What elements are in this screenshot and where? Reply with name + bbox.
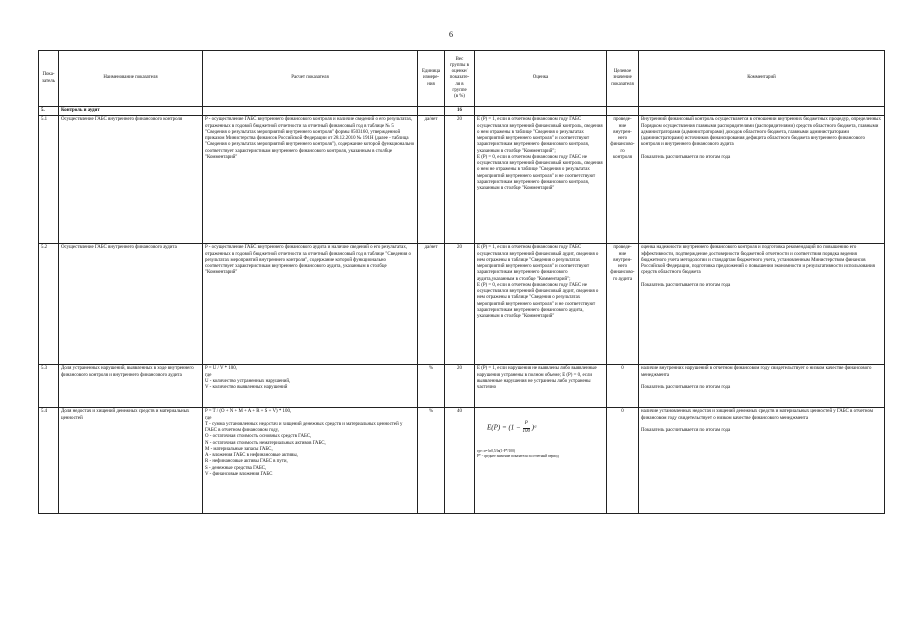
indicators-table — [38, 50, 885, 514]
score-formula — [487, 421, 604, 435]
formula-rhs: )ᵅ — [531, 423, 537, 432]
formula-note: где: α= ln0,5/ln(1-P*/100) P* - среднее значение показателя за отчетный период — [477, 449, 559, 458]
table-row — [39, 365, 885, 408]
row-comment — [639, 408, 885, 514]
row-score: E (P) = 1, если в отчетном финансовом году ГАБС осуществлялся внутренний финансовый контроль, сведения о нем отражены в таблице "Сведения о результатах мероприятий внутреннего контроля" и соответствуют характеристикам внутреннего финансового контроля, указанным в столбце "Комментарий"; E (P) = 0, если в отчетном финансовом году ГАБС не осуществлялся внутренний финансовый контроль, сведения о нем не отражены в таблице "Сведения о результатах мероприятий внутреннего контроля" и не соответствуют характеристикам внутреннего финансового контроля, указанным в столбце "Комментарий" — [475, 116, 607, 244]
row-unit: % — [418, 408, 445, 514]
header-name: Наименование показателя — [59, 51, 203, 107]
section-target — [607, 107, 639, 116]
row-score: E (P) = 1, если в отчетном финансовом году ГАБС осуществлялся внутренний финансовый аудит, сведения о нем отражены в таблице "Сведения о результатах мероприятий внутреннего контроля" и соответствуют характеристикам внутреннего финансового аудита,указанным в столбце "Комментарий"; E (P) = 0, если в отчетном финансовом году ГАБС не осуществлялся внутренний финансовый аудит, сведения о нем отражены в таблице "Сведения о результатах мероприятий внутреннего контроля" и не соответствуют характеристикам внутреннего финансового аудита, указанным в столбце "Комментарий" — [475, 244, 607, 365]
row-name: Осуществление ГАБС внутреннего финансового аудита — [59, 244, 203, 365]
header-calc: Расчет показателя — [203, 51, 418, 107]
header-score: Оценка — [475, 51, 607, 107]
row-comment — [639, 365, 885, 408]
row-comment-note: Показатель рассчитывается по итогам года — [641, 384, 731, 390]
row-weight: 20 — [445, 365, 475, 408]
section-unit — [418, 107, 445, 116]
row-comment — [639, 244, 885, 365]
header-comment: Комментарий — [639, 51, 885, 107]
formula-lhs: E(P) = (1 − — [487, 423, 521, 432]
row-weight: 20 — [445, 244, 475, 365]
row-calc: P = T / (O + N + M + A + R + S + V) * 100, где T - сумма установленных недостач и хищений денежных средств и материальных ценностей у ГАБС в отчетном финансовом году, O - остаточная стоимость основных средств ГАБС, N - остаточная стоимость нематериальных активов ГАБС, M - материальные запасы ГАБС, A - вложения ГАБС в нефинансовые активы, R - нефинансовые активы ГАБС в пути, S - денежные средства ГАБС, V - финансовые вложения ГАБС — [203, 408, 418, 514]
row-calc: P - осуществление ГАБС внутреннего финансового аудита и наличие сведений о его результатах, отраженных в годовой бюджетной отчетности за отчетный финансовый год в таблице "Сведения о результатах мероприятий внутреннего контроля", содержание которой функционально соответствует характеристикам внутреннего финансового аудита, указанным в столбце "Комментарий" — [203, 244, 418, 365]
row-comment-text: наличие установленных недостач и хищений денежных средств и материальных ценностей у ГАБС в отчетном финансовом году свидетельствует о низком качестве финансового менеджмента — [641, 409, 873, 421]
row-unit: да/нет — [418, 116, 445, 244]
table-header-row — [39, 51, 885, 107]
row-target: проведе- ние внутрен- него финансово- го аудита — [607, 244, 639, 365]
formula-numerator: P — [523, 421, 531, 428]
row-comment — [639, 116, 885, 244]
row-score: E (P) = 1, если нарушения не выявлены либо выявленные нарушения устранены в полном объеме; E (P) = 0, если выявленные нарушения не устранены либо устранены частично — [475, 365, 607, 408]
section-score — [475, 107, 607, 116]
row-comment-text: оценка надежности внутреннего финансового контроля и подготовка рекомендаций по повышению его эффективности, подтверждение достоверности бюджетной отчетности и соответствия порядка ведения бюджетного учета методологии и стандартам бюджетного учета, установленным Министерством финансов Российской Федерации, подготовка предложений о повышении экономности и результативности использования средств областного бюджета — [641, 245, 875, 276]
formula-denominator: 100 — [522, 428, 530, 434]
row-num: 5.3 — [39, 365, 59, 408]
row-comment-text: Внутренний финансовый контроль осуществляется в отношении внутренних бюджетных процедур, определенных Порядком осуществления главными распорядителями (распорядителями) средств областного бюджета, главными администраторами (администраторами) доходов областного бюджета, главными администраторами (администраторами) источников финансирования дефицита областного бюджета внутреннего финансового контроля и внутреннего финансового аудита — [641, 117, 881, 148]
page-number: 6 — [449, 30, 453, 39]
row-calc: P = U / V * 100, где U - количество устраненных нарушений, V - количество выявленных нарушений — [203, 365, 418, 408]
row-comment-note: Показатель рассчитывается по итогам года — [641, 427, 731, 433]
row-calc: P - осуществление ГАБС внутреннего финансового контроля и наличие сведений о его результатах, отраженных в годовой бюджетной отчетности за отчетный финансовый год в таблице № 5 "Сведения о результатах мероприятий внутреннего контроля" формы 0503160, утвержденной приказом Министерства финансов Российской Федерации от 28.12.2010 № 191Н (далее - таблица "Сведения о результатах мероприятий внутреннего контроля"), содержание которой функционально соответствует характеристикам внутреннего финансового контроля, указанным в столбце "Комментарий" — [203, 116, 418, 244]
section-weight: 16 — [445, 107, 475, 116]
row-name: Доля недостач и хищений денежных средств и материальных ценностей — [59, 408, 203, 514]
table-row — [39, 116, 885, 244]
section-row — [39, 107, 885, 116]
row-comment-note: Показатель рассчитывается по итогам года — [641, 282, 731, 288]
row-num: 5.2 — [39, 244, 59, 365]
header-target: Целевое значение показателя — [607, 51, 639, 107]
row-comment-text: наличие внутренних нарушений в отчетном финансовом году свидетельствует о низком качестве финансового менеджмента — [641, 366, 872, 378]
row-unit: % — [418, 365, 445, 408]
formula-fraction — [523, 421, 531, 435]
row-num: 5.4 — [39, 408, 59, 514]
row-comment-note: Показатель рассчитывается по итогам года — [641, 154, 731, 160]
row-target: 0 — [607, 365, 639, 408]
section-num: 5. — [39, 107, 59, 116]
section-comment — [639, 107, 885, 116]
row-num: 5.1 — [39, 116, 59, 244]
row-name: Доля устраненных нарушений, выявленных в ходе внутреннего финансового контроля и внутреннего финансового аудита — [59, 365, 203, 408]
header-num: Пока- затель — [39, 51, 59, 107]
table-row — [39, 244, 885, 365]
section-name: Контроль и аудит — [59, 107, 203, 116]
row-weight: 40 — [445, 408, 475, 514]
table-row — [39, 408, 885, 514]
row-name: Осуществление ГАБС внутреннего финансового контроля — [59, 116, 203, 244]
header-weight: Вес группы в оценке/ показате- ля в группе (в %) — [445, 51, 475, 107]
row-target: 0 — [607, 408, 639, 514]
row-target: проведе- ние внутрен- него финансово- го контроля — [607, 116, 639, 244]
header-unit: Единица измере- ния — [418, 51, 445, 107]
row-score — [475, 408, 607, 514]
row-unit: да/нет — [418, 244, 445, 365]
row-weight: 20 — [445, 116, 475, 244]
section-calc — [203, 107, 418, 116]
